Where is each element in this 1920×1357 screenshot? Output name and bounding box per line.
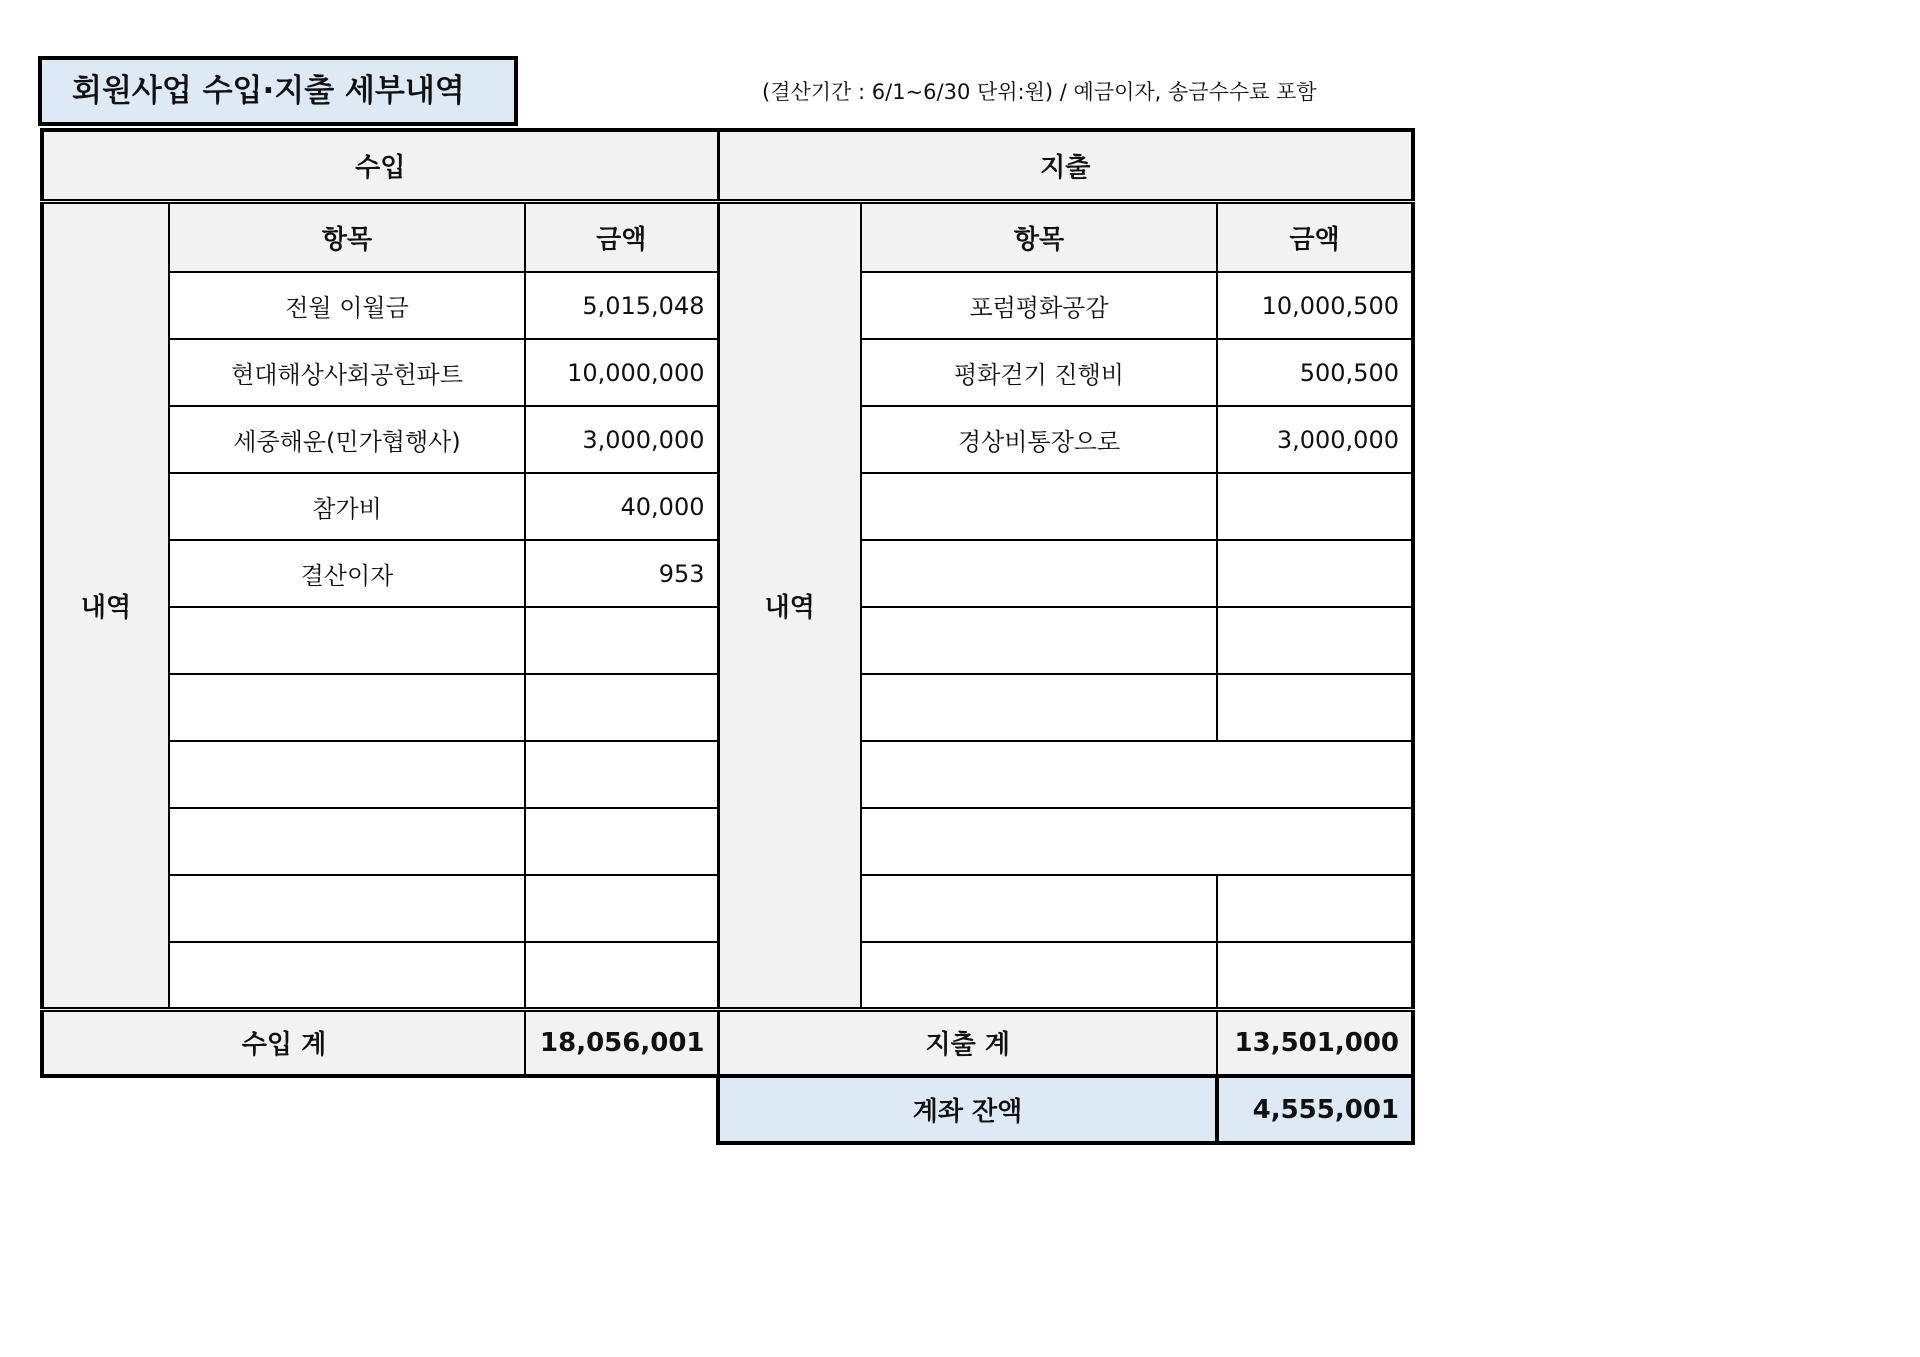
expense-amount: 3,000,000 xyxy=(1217,406,1413,473)
expense-col-amount: 금액 xyxy=(1217,201,1413,272)
income-item xyxy=(169,808,525,875)
expense-total-value: 13,501,000 xyxy=(1217,1009,1413,1076)
income-item xyxy=(169,942,525,1009)
expense-amount: 500,500 xyxy=(1217,339,1413,406)
balance-value: 4,555,001 xyxy=(1217,1076,1413,1143)
expense-amount xyxy=(1217,540,1413,607)
income-item: 전월 이월금 xyxy=(169,272,525,339)
expense-item xyxy=(861,875,1217,942)
income-amount xyxy=(525,674,718,741)
income-amount xyxy=(525,942,718,1009)
income-item xyxy=(169,607,525,674)
column-header-row xyxy=(42,201,1413,272)
expense-item: 경상비통장으로 xyxy=(861,406,1217,473)
income-header: 수입 xyxy=(42,130,718,201)
income-total-value: 18,056,001 xyxy=(525,1009,718,1076)
income-item xyxy=(169,674,525,741)
income-amount xyxy=(525,875,718,942)
expense-amount xyxy=(1217,875,1413,942)
expense-amount xyxy=(1217,473,1413,540)
income-col-amount: 금액 xyxy=(525,201,718,272)
expense-item: 평화걷기 진행비 xyxy=(861,339,1217,406)
expense-col-item: 항목 xyxy=(861,201,1217,272)
income-col-item: 항목 xyxy=(169,201,525,272)
period-note: (결산기간 : 6/1~6/30 단위:원) / 예금이자, 송금수수료 포함 xyxy=(762,80,1317,104)
expense-amount xyxy=(1217,942,1413,1009)
income-amount: 5,015,048 xyxy=(525,272,718,339)
balance-label: 계좌 잔액 xyxy=(718,1076,1217,1143)
income-amount: 3,000,000 xyxy=(525,406,718,473)
expense-item xyxy=(861,607,1217,674)
expense-item xyxy=(861,473,1217,540)
income-item xyxy=(169,875,525,942)
expense-item xyxy=(861,540,1217,607)
expense-amount xyxy=(1217,607,1413,674)
total-row xyxy=(42,1009,1413,1076)
expense-item xyxy=(861,674,1217,741)
expense-merged-cell xyxy=(861,808,1413,875)
income-item: 세중해운(민가협행사) xyxy=(169,406,525,473)
income-amount: 10,000,000 xyxy=(525,339,718,406)
income-side-label: 내역 xyxy=(42,201,169,1009)
expense-side-label: 내역 xyxy=(718,201,861,1009)
income-item xyxy=(169,741,525,808)
expense-merged-cell xyxy=(861,741,1413,808)
income-amount xyxy=(525,741,718,808)
income-amount: 40,000 xyxy=(525,473,718,540)
income-item: 결산이자 xyxy=(169,540,525,607)
expense-total-label: 지출 계 xyxy=(718,1009,1217,1076)
expense-amount xyxy=(1217,674,1413,741)
income-amount xyxy=(525,808,718,875)
balance-row xyxy=(42,1076,1413,1143)
spacer xyxy=(42,1076,718,1143)
expense-amount: 10,000,500 xyxy=(1217,272,1413,339)
expense-item: 포럼평화공감 xyxy=(861,272,1217,339)
ledger-table xyxy=(40,128,1415,1145)
expense-header: 지출 xyxy=(718,130,1413,201)
income-item: 현대해상사회공헌파트 xyxy=(169,339,525,406)
income-amount xyxy=(525,607,718,674)
income-amount: 953 xyxy=(525,540,718,607)
income-item: 참가비 xyxy=(169,473,525,540)
income-total-label: 수입 계 xyxy=(42,1009,525,1076)
expense-item xyxy=(861,942,1217,1009)
page-title: 회원사업 수입·지출 세부내역 xyxy=(38,56,518,126)
section-header-row xyxy=(42,130,1413,201)
